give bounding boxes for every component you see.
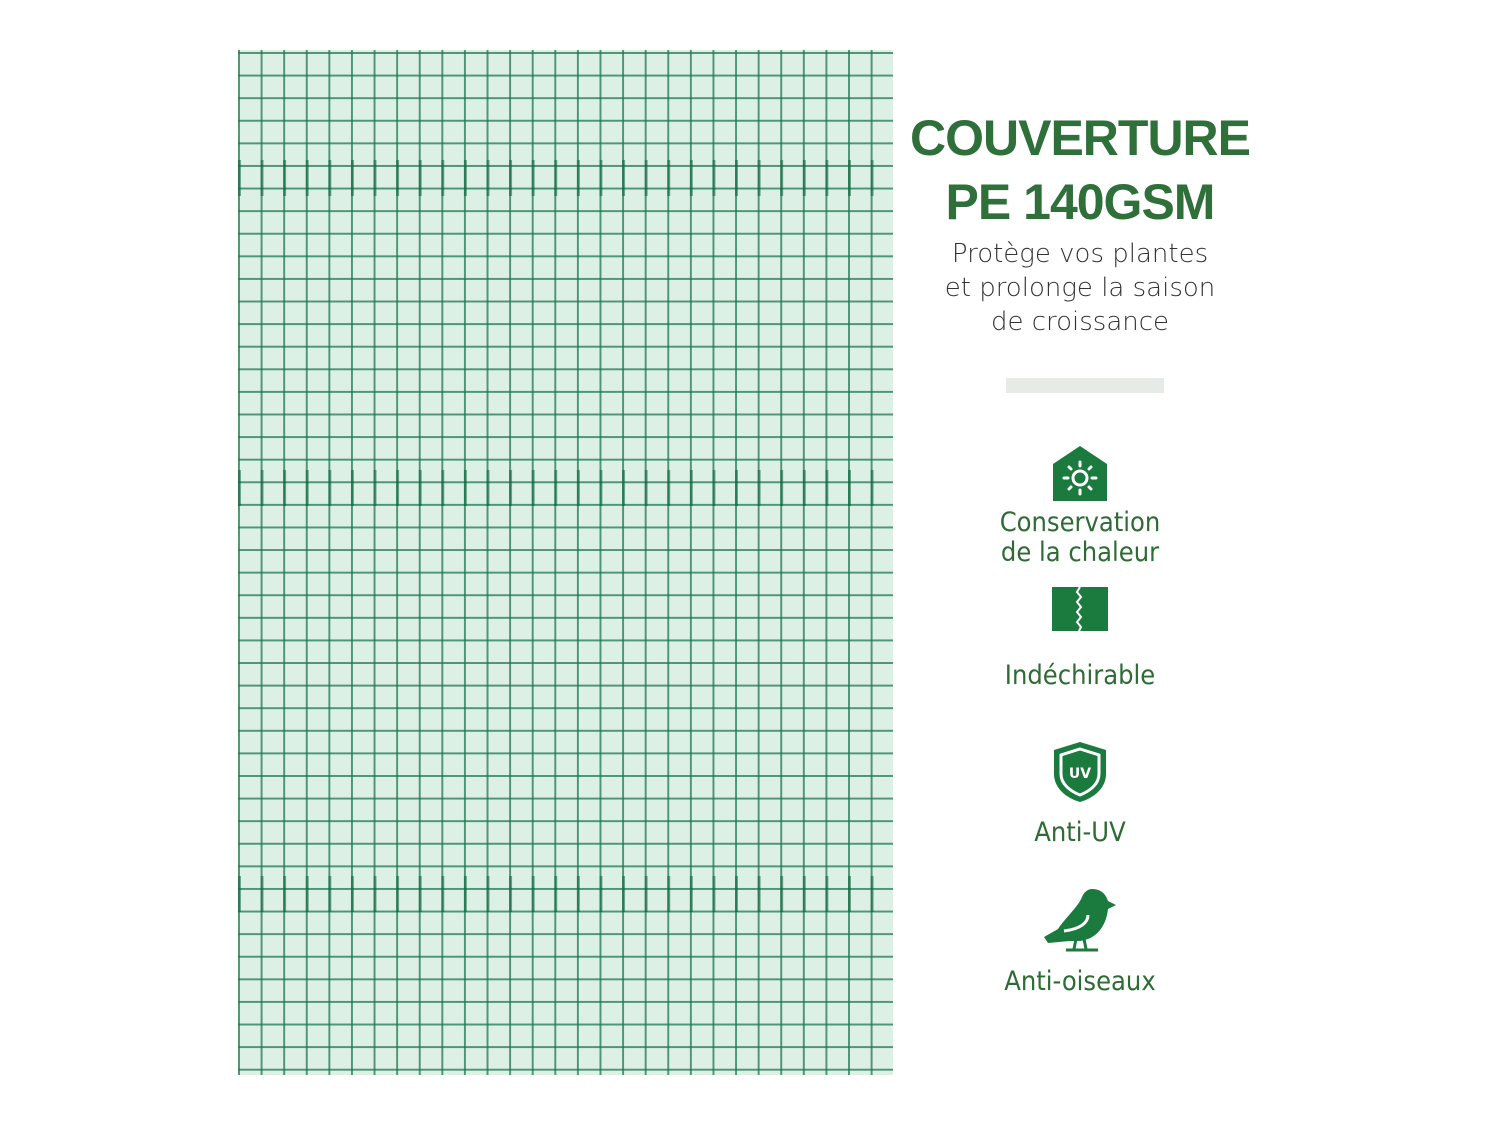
subtitle-line2: et prolonge la saison	[944, 273, 1216, 303]
feature-label: Anti-UV	[1034, 817, 1126, 848]
feature-label: de la chaleur	[1000, 537, 1160, 568]
feature-anti-uv	[900, 740, 1260, 848]
reinforcement-band	[238, 160, 893, 196]
tear-resistant-icon	[1052, 587, 1108, 631]
subtitle-line1: Protège vos plantes	[951, 239, 1209, 269]
svg-text:UV: UV	[1068, 766, 1092, 782]
feature-heat-conservation	[900, 444, 1260, 568]
subtitle	[900, 237, 1260, 339]
greenhouse-sun-icon	[1050, 444, 1110, 504]
heading-line2: PE 140GSM	[945, 174, 1215, 230]
heading-line1: COUVERTURE	[909, 110, 1251, 166]
feature-label: Conservation	[999, 507, 1161, 538]
feature-tear-resistant	[900, 587, 1260, 691]
feature-label: Anti-oiseaux	[1004, 966, 1156, 997]
bird-icon	[1042, 887, 1118, 953]
reinforcement-band	[238, 470, 893, 506]
feature-anti-birds	[900, 887, 1260, 997]
reinforcement-band	[238, 876, 893, 912]
feature-label: Indéchirable	[1004, 660, 1156, 691]
mesh-product-image	[238, 50, 893, 1075]
uv-shield-icon	[1050, 740, 1110, 804]
subtitle-line3: de croissance	[990, 307, 1170, 337]
divider	[1006, 378, 1164, 393]
